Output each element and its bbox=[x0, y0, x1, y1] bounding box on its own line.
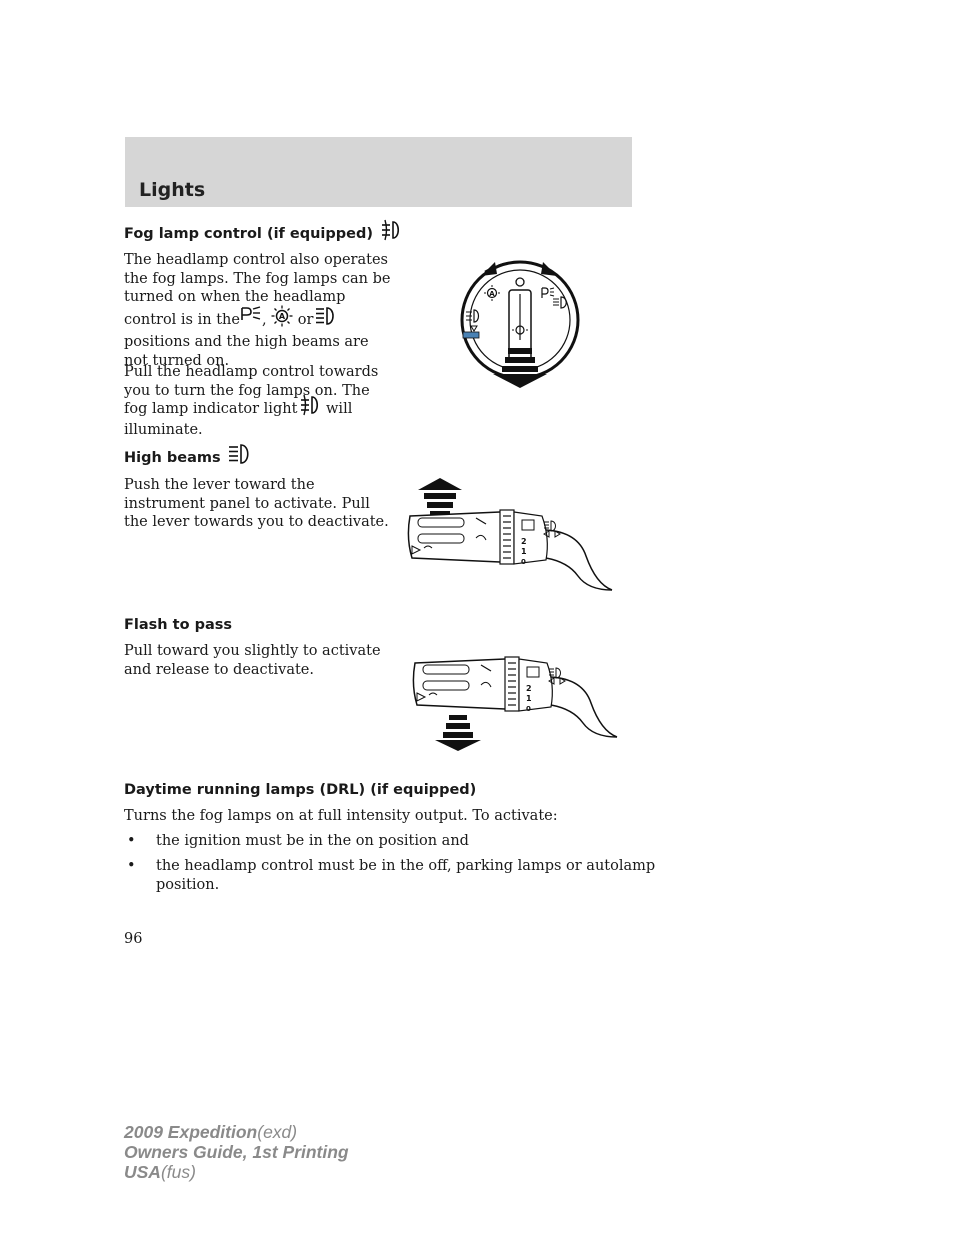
svg-text:0: 0 bbox=[521, 558, 526, 566]
section-title: Lights bbox=[139, 179, 206, 201]
fog-lamp-icon bbox=[378, 219, 402, 241]
fog-lamp-icon bbox=[297, 394, 321, 416]
flash-to-pass-paragraph: Pull toward you slightly to activate and release to deactivate. bbox=[124, 643, 381, 678]
svg-text:A: A bbox=[279, 311, 286, 321]
autolamp-icon bbox=[271, 305, 293, 327]
fog-paragraph-2: Pull the headlamp control towards you to turn the fog lamps on. The fog lamp indicator light will illuminate. bbox=[124, 364, 379, 438]
fog-control-line: control is in the , A or bbox=[124, 311, 390, 330]
svg-text:1: 1 bbox=[526, 694, 532, 703]
document-footer: 2009 Expedition(exd) Owners Guide, 1st Printing USA(fus) bbox=[124, 1122, 349, 1182]
svg-text:0: 0 bbox=[526, 705, 531, 713]
fog-paragraph-1: The headlamp control also operates the fog lamps. The fog lamps can be turned on when the headlamp control is in the , A or positions and the high beams are not turned on. bbox=[124, 252, 391, 369]
headlamp-dial-illustration bbox=[445, 250, 595, 390]
multifunction-stalk-illustration bbox=[405, 645, 620, 755]
high-beams-heading: High beams bbox=[124, 450, 252, 466]
svg-text:A: A bbox=[489, 290, 495, 298]
svg-text:1: 1 bbox=[521, 547, 527, 556]
page-number: 96 bbox=[124, 931, 143, 947]
flash-to-pass-heading: Flash to pass bbox=[124, 617, 233, 633]
svg-text:2: 2 bbox=[526, 684, 532, 693]
high-beams-paragraph: Push the lever toward the instrument panel to activate. Pull the lever towards you to deactivate. bbox=[124, 477, 389, 530]
fog-lamp-heading: Fog lamp control (if equipped) bbox=[124, 226, 402, 242]
parking-lamp-icon bbox=[240, 306, 262, 326]
multifunction-stalk-illustration bbox=[400, 476, 615, 596]
high-beam-icon bbox=[313, 306, 337, 326]
fog-indicator-line: fog lamp indicator light will bbox=[124, 400, 378, 419]
svg-text:2: 2 bbox=[521, 537, 527, 546]
high-beam-icon bbox=[226, 443, 252, 465]
drl-heading: Daytime running lamps (DRL) (if equipped) bbox=[124, 782, 477, 798]
section-header-band bbox=[125, 137, 632, 207]
drl-intro: Turns the fog lamps on at full intensity output. To activate: bbox=[124, 808, 558, 824]
